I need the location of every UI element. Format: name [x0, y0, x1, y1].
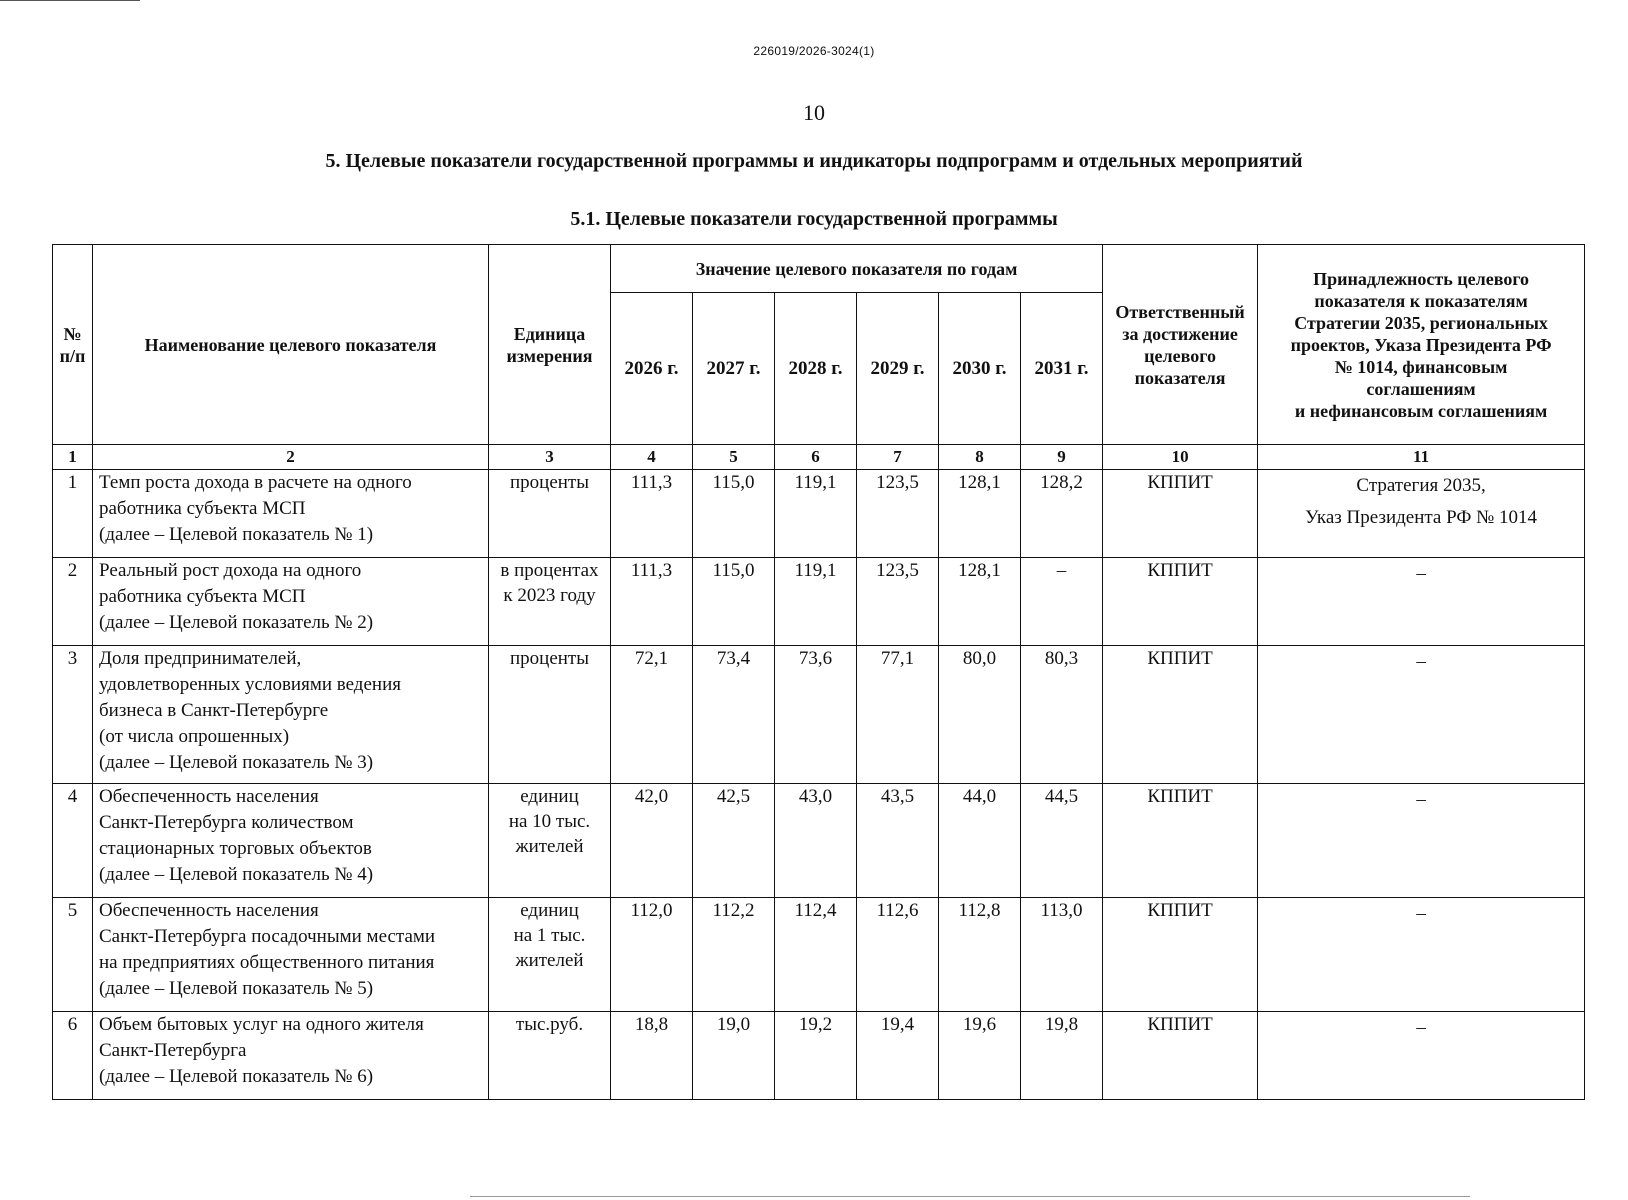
- row-number: 6: [53, 1012, 93, 1100]
- column-index: 1: [53, 445, 93, 470]
- value-2030: 19,6: [939, 1012, 1021, 1100]
- header-year-2031: 2031 г.: [1021, 293, 1103, 445]
- indicator-name: Объем бытовых услуг на одного жителя Санкт-Петербурга (далее – Целевой показатель № 6): [93, 1012, 489, 1100]
- unit-cell: проценты: [489, 470, 611, 558]
- table-row: [53, 558, 1585, 646]
- belonging-cell: –: [1258, 1012, 1585, 1100]
- value-2031: 80,3: [1021, 646, 1103, 784]
- header-unit: Единица измерения: [489, 245, 611, 445]
- header-num: № п/п: [53, 245, 93, 445]
- value-2028: 119,1: [775, 558, 857, 646]
- value-2028: 112,4: [775, 898, 857, 1012]
- subsection-title: 5.1. Целевые показатели государственной программы: [570, 208, 1058, 230]
- row-number: 3: [53, 646, 93, 784]
- value-2027: 115,0: [693, 558, 775, 646]
- column-index: 7: [857, 445, 939, 470]
- value-2029: 112,6: [857, 898, 939, 1012]
- value-2027: 73,4: [693, 646, 775, 784]
- value-2029: 19,4: [857, 1012, 939, 1100]
- table-row: [53, 470, 1585, 558]
- value-2029: 77,1: [857, 646, 939, 784]
- indicator-name: Доля предпринимателей, удовлетворенных условиями ведения бизнеса в Санкт-Петербурге (от числа опрошенных) (далее – Целевой показатель № 3): [93, 646, 489, 784]
- value-2030: 80,0: [939, 646, 1021, 784]
- unit-cell: тыс.руб.: [489, 1012, 611, 1100]
- value-2031: –: [1021, 558, 1103, 646]
- responsible-cell: КППИТ: [1103, 1012, 1258, 1100]
- value-2029: 123,5: [857, 558, 939, 646]
- value-2028: 43,0: [775, 784, 857, 898]
- table-row: [53, 784, 1585, 898]
- value-2026: 111,3: [611, 558, 693, 646]
- value-2030: 128,1: [939, 558, 1021, 646]
- document-number: 226019/2026-3024(1): [753, 44, 875, 58]
- value-2026: 112,0: [611, 898, 693, 1012]
- column-index: 5: [693, 445, 775, 470]
- header-year-2029: 2029 г.: [857, 293, 939, 445]
- header-year-2027: 2027 г.: [693, 293, 775, 445]
- header-values-by-year: Значение целевого показателя по годам: [611, 245, 1103, 293]
- unit-cell: единиц на 10 тыс. жителей: [489, 784, 611, 898]
- column-index: 11: [1258, 445, 1585, 470]
- responsible-cell: КППИТ: [1103, 784, 1258, 898]
- target-indicators-table: [52, 244, 1585, 1100]
- responsible-cell: КППИТ: [1103, 558, 1258, 646]
- responsible-cell: КППИТ: [1103, 646, 1258, 784]
- value-2027: 115,0: [693, 470, 775, 558]
- value-2026: 42,0: [611, 784, 693, 898]
- belonging-cell: Стратегия 2035, Указ Президента РФ № 1014: [1258, 470, 1585, 558]
- value-2027: 112,2: [693, 898, 775, 1012]
- responsible-cell: КППИТ: [1103, 470, 1258, 558]
- table-row: [53, 1012, 1585, 1100]
- row-number: 4: [53, 784, 93, 898]
- column-index-row: [53, 445, 1585, 470]
- value-2026: 72,1: [611, 646, 693, 784]
- value-2029: 123,5: [857, 470, 939, 558]
- section-title: 5. Целевые показатели государственной программы и индикаторы подпрограмм и отдельных мероприятий: [325, 150, 1303, 172]
- header-name: Наименование целевого показателя: [93, 245, 489, 445]
- indicator-name: Реальный рост дохода на одного работника субъекта МСП (далее – Целевой показатель № 2): [93, 558, 489, 646]
- value-2028: 19,2: [775, 1012, 857, 1100]
- column-index: 8: [939, 445, 1021, 470]
- value-2026: 18,8: [611, 1012, 693, 1100]
- belonging-cell: –: [1258, 898, 1585, 1012]
- indicator-name: Обеспеченность населения Санкт-Петербурга количеством стационарных торговых объектов (далее – Целевой показатель № 4): [93, 784, 489, 898]
- value-2030: 112,8: [939, 898, 1021, 1012]
- value-2028: 119,1: [775, 470, 857, 558]
- table-row: [53, 646, 1585, 784]
- belonging-cell: –: [1258, 646, 1585, 784]
- header-year-2028: 2028 г.: [775, 293, 857, 445]
- value-2031: 113,0: [1021, 898, 1103, 1012]
- value-2031: 19,8: [1021, 1012, 1103, 1100]
- indicator-name: Темп роста дохода в расчете на одного работника субъекта МСП (далее – Целевой показатель № 1): [93, 470, 489, 558]
- value-2030: 44,0: [939, 784, 1021, 898]
- column-index: 4: [611, 445, 693, 470]
- scan-edge-top-left: [0, 0, 140, 1]
- value-2030: 128,1: [939, 470, 1021, 558]
- value-2031: 128,2: [1021, 470, 1103, 558]
- value-2027: 19,0: [693, 1012, 775, 1100]
- value-2028: 73,6: [775, 646, 857, 784]
- row-number: 2: [53, 558, 93, 646]
- belonging-cell: –: [1258, 558, 1585, 646]
- table-row: [53, 898, 1585, 1012]
- column-index: 9: [1021, 445, 1103, 470]
- row-number: 5: [53, 898, 93, 1012]
- header-year-2026: 2026 г.: [611, 293, 693, 445]
- header-responsible: Ответственный за достижение целевого показателя: [1103, 245, 1258, 445]
- unit-cell: единиц на 1 тыс. жителей: [489, 898, 611, 1012]
- indicator-name: Обеспеченность населения Санкт-Петербурга посадочными местами на предприятиях общественного питания (далее – Целевой показатель № 5): [93, 898, 489, 1012]
- column-index: 2: [93, 445, 489, 470]
- column-index: 10: [1103, 445, 1258, 470]
- header-belonging: Принадлежность целевого показателя к показателям Стратегии 2035, региональных проектов, Указа Президента РФ № 1014, финансовым соглашениям и нефинансовым соглашениям: [1258, 245, 1585, 445]
- value-2027: 42,5: [693, 784, 775, 898]
- unit-cell: в процентах к 2023 году: [489, 558, 611, 646]
- column-index: 3: [489, 445, 611, 470]
- value-2029: 43,5: [857, 784, 939, 898]
- page-number: 10: [803, 100, 825, 125]
- value-2026: 111,3: [611, 470, 693, 558]
- belonging-cell: –: [1258, 784, 1585, 898]
- scan-edge-bottom: [470, 1196, 1470, 1197]
- column-index: 6: [775, 445, 857, 470]
- header-year-2030: 2030 г.: [939, 293, 1021, 445]
- responsible-cell: КППИТ: [1103, 898, 1258, 1012]
- row-number: 1: [53, 470, 93, 558]
- unit-cell: проценты: [489, 646, 611, 784]
- value-2031: 44,5: [1021, 784, 1103, 898]
